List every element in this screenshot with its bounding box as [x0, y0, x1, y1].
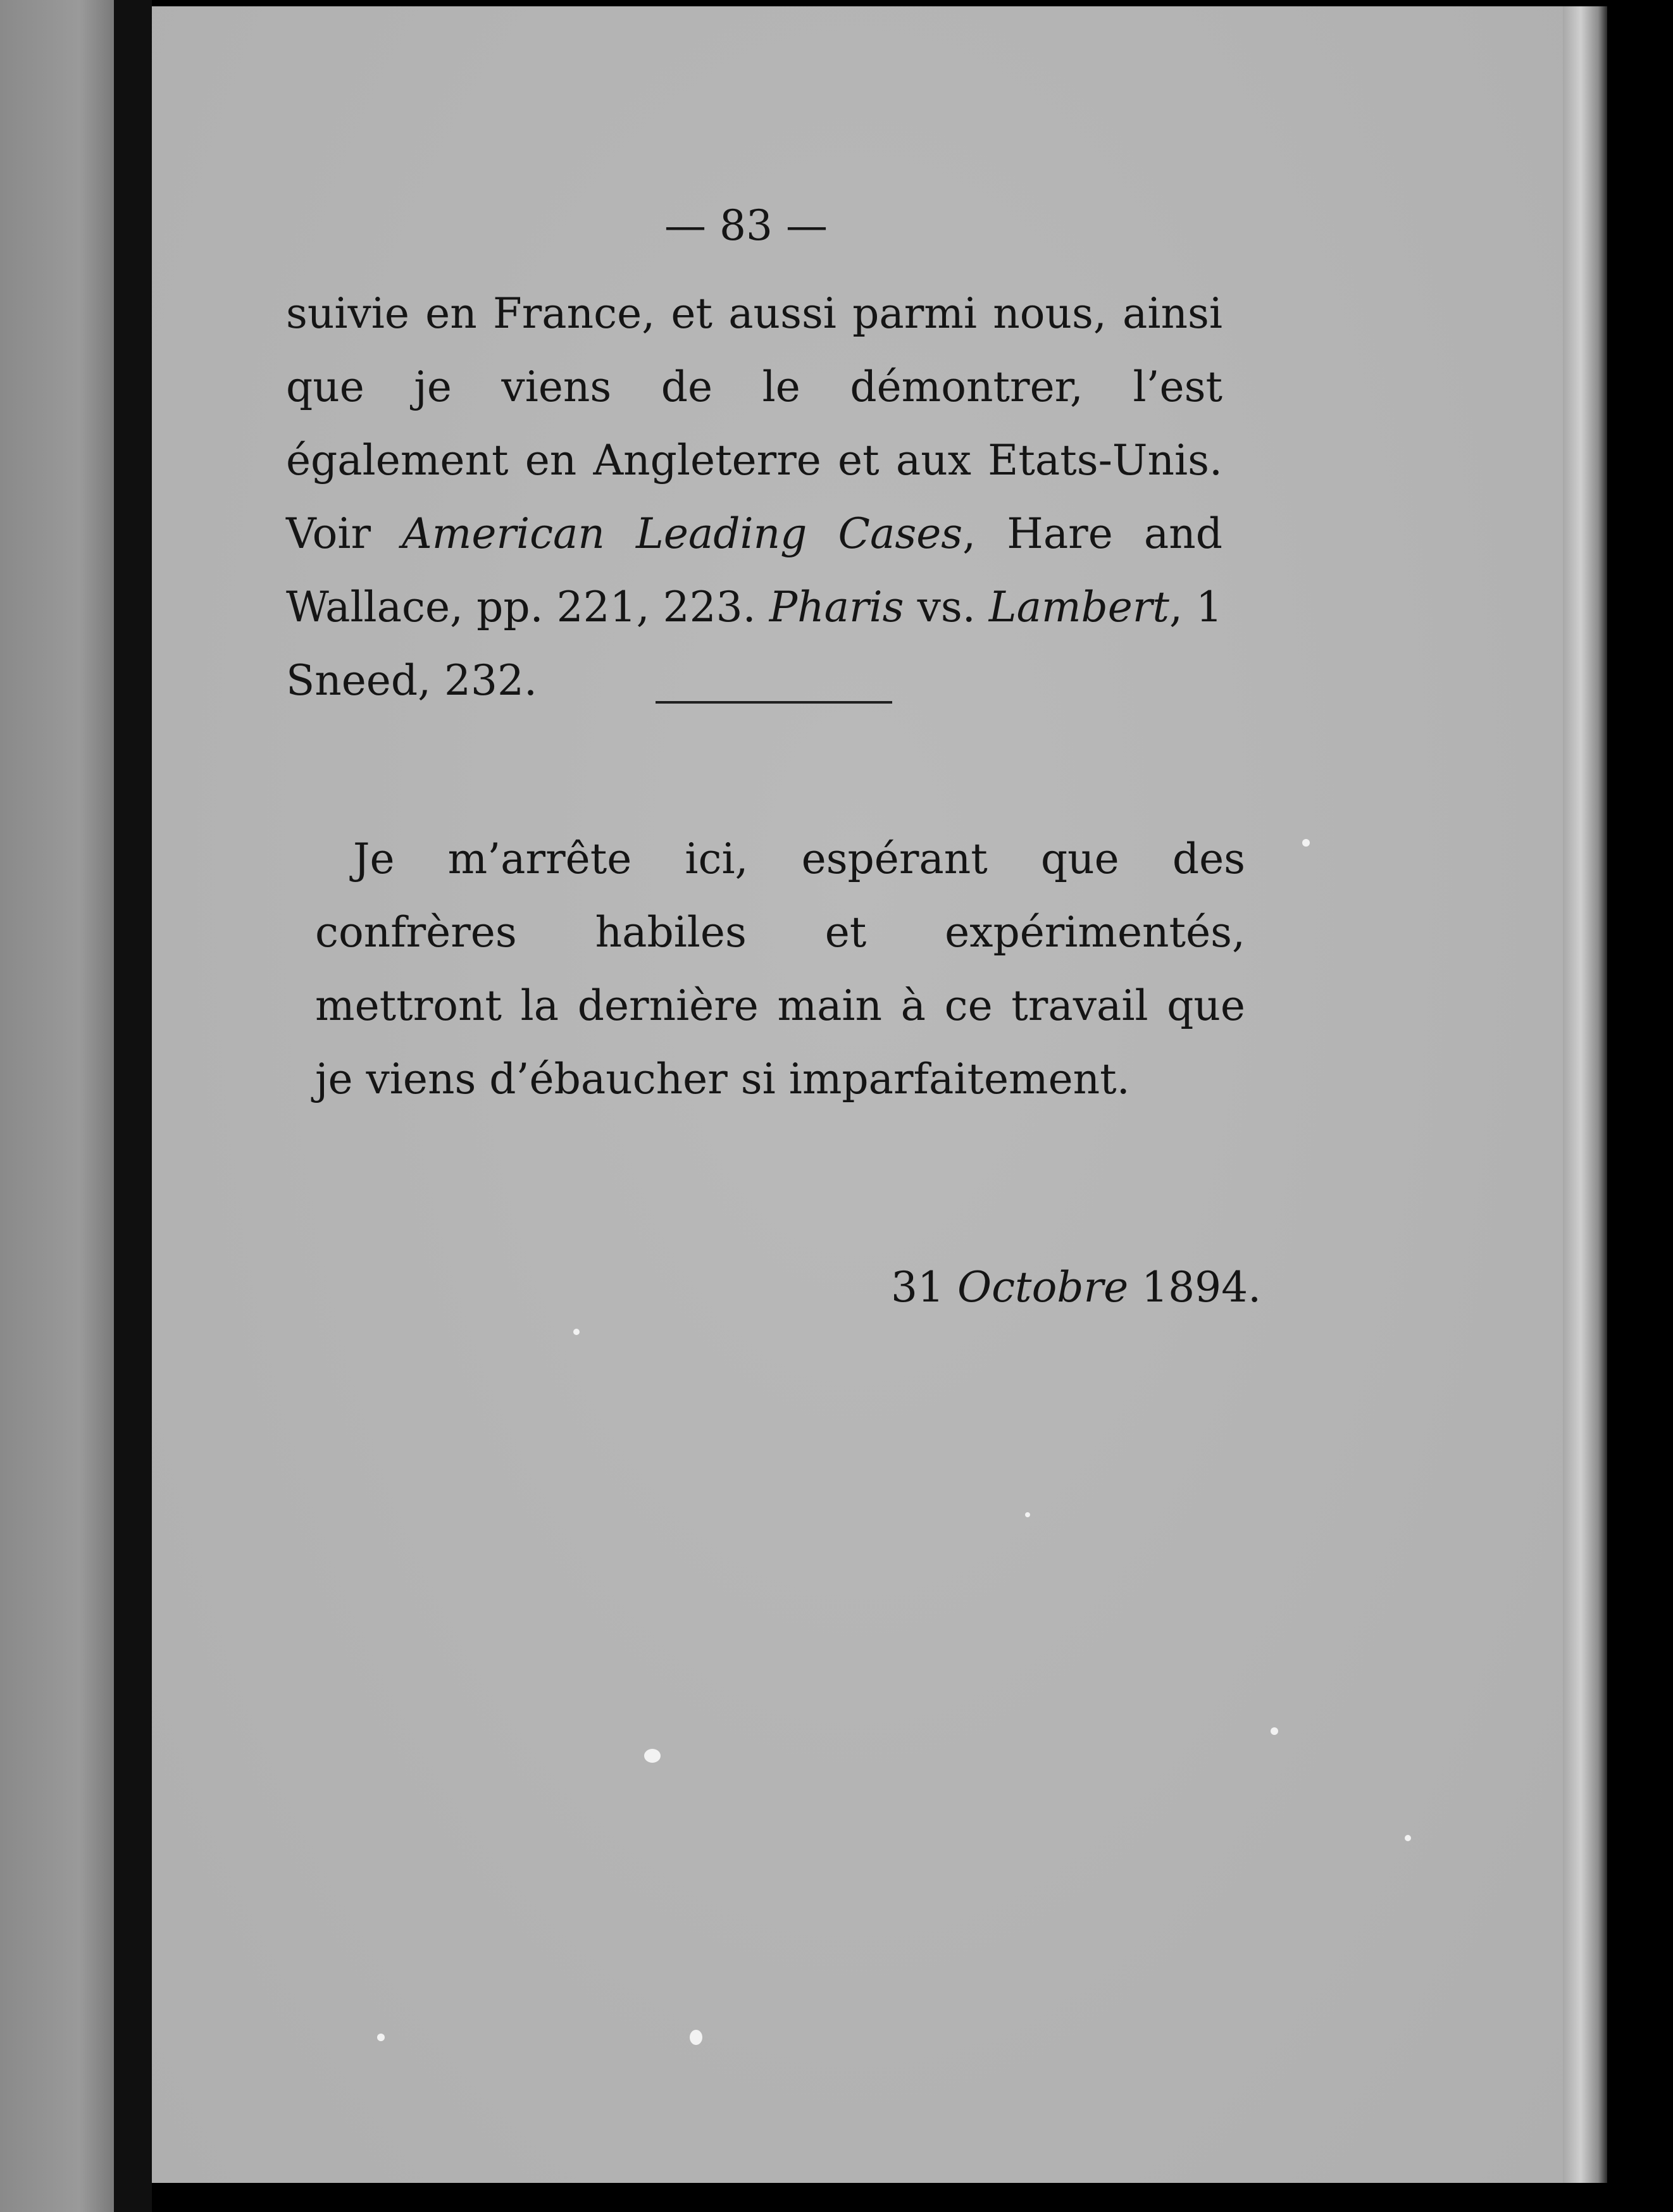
case-reference: , 1 Sneed, 232. — [286, 583, 1222, 705]
scan-speck — [1271, 1727, 1278, 1735]
scan-speck — [1405, 1835, 1411, 1841]
case-party-2: Lambert — [988, 583, 1169, 631]
citation-title: American Leading Cases — [402, 509, 963, 558]
closing-date — [891, 1263, 1261, 1312]
scan-speck — [1302, 839, 1310, 847]
paragraph-closing: Je m’arrête ici, espérant que des confrères habiles et expérimentés, mettront la dernière main à ce travail que je viens d’ébaucher si imparfaitement. — [315, 835, 1245, 1103]
binding-gutter — [114, 0, 152, 2212]
case-party-1: Pharis — [769, 583, 904, 631]
paragraph-citation-text: suivie en France, et aussi parmi nous, ainsi que je viens de le démontrer, l’est également en Angleterre et aux Etats-Unis. Voir — [286, 289, 1222, 558]
scan-speck — [1025, 1512, 1030, 1517]
page-number: — 83 — — [664, 201, 828, 250]
scan-speck — [690, 2030, 702, 2045]
citation-publisher: , Hare and Wallace, pp. 221, 223. — [286, 509, 1222, 631]
facing-page-edge — [0, 0, 114, 2212]
scan-speck — [377, 2034, 385, 2041]
section-divider — [656, 701, 892, 704]
page-stack-edge — [1563, 6, 1607, 2183]
paragraph-citation — [286, 277, 1222, 718]
date-day: 31 — [891, 1263, 944, 1312]
scan-speck — [644, 1749, 661, 1763]
case-versus: vs. — [904, 583, 989, 631]
scan-speck — [573, 1329, 580, 1335]
date-year: 1894. — [1141, 1263, 1262, 1312]
date-month: Octobre — [957, 1263, 1129, 1312]
